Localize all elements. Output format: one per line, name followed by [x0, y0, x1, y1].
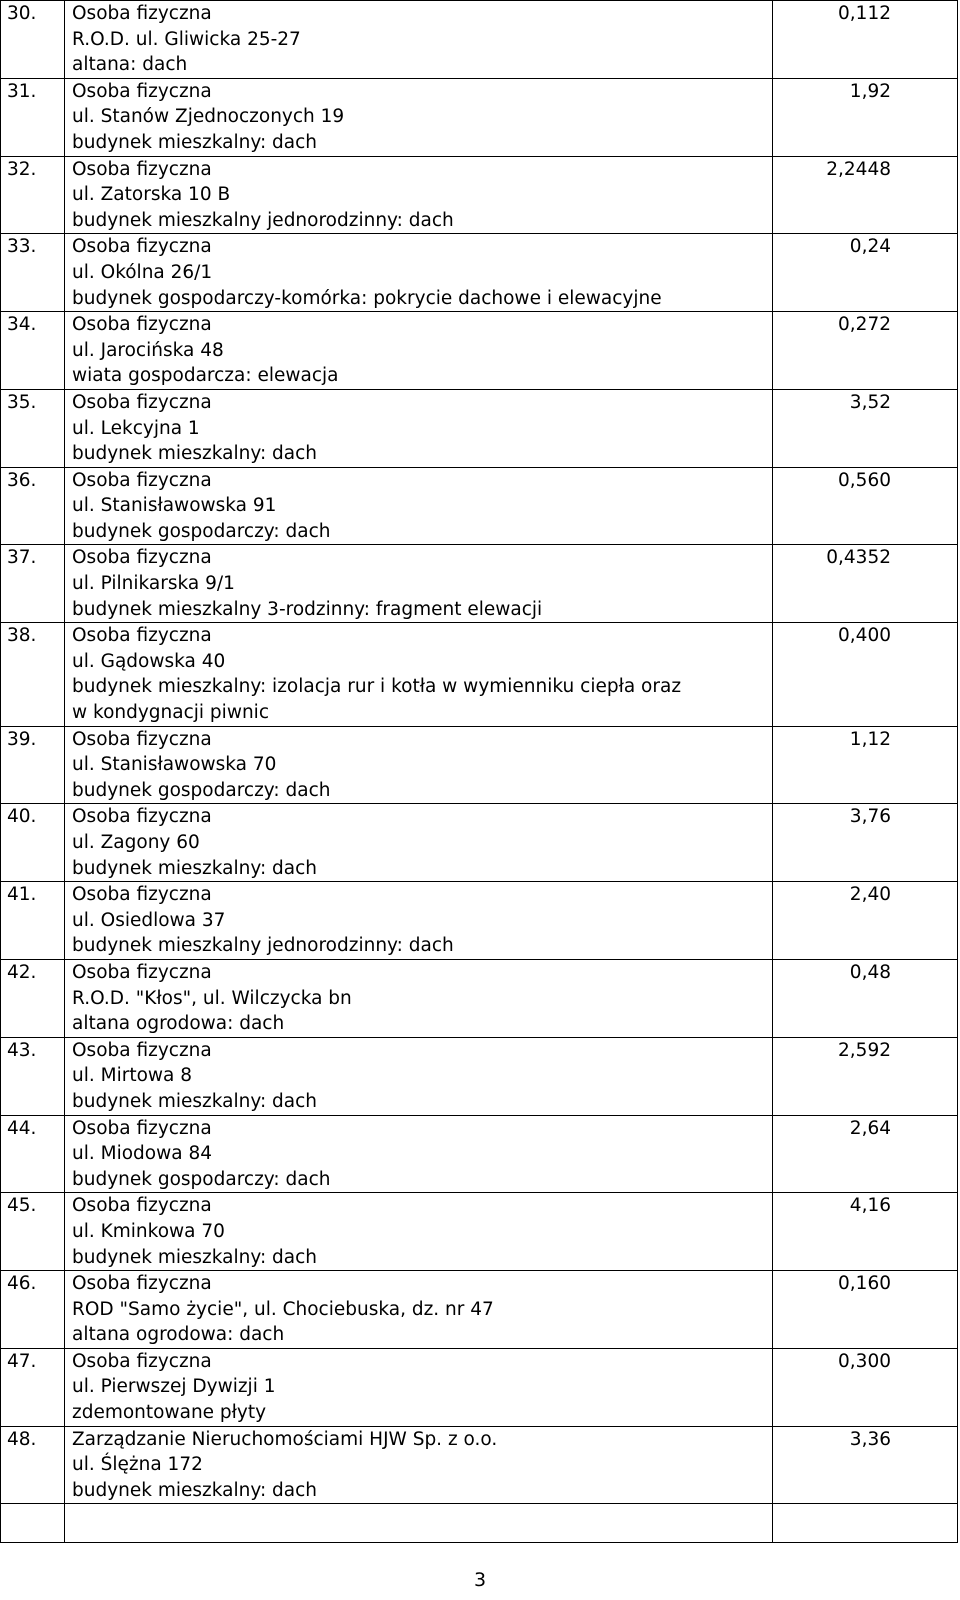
description-line: ROD "Samo życie", ul. Chociebuska, dz. nr 47	[72, 1298, 494, 1320]
row-number: 39.	[1, 726, 65, 804]
row-value: 0,112	[773, 1, 958, 79]
description-line: budynek mieszkalny: dach	[72, 443, 318, 465]
table-row	[1, 545, 958, 623]
description-line: budynek mieszkalny: izolacja rur i kotła w wymienniku ciepła oraz	[72, 676, 682, 698]
description-line: Osoba fizyczna	[72, 547, 212, 569]
table-row	[1, 882, 958, 960]
row-value: 0,24	[773, 234, 958, 312]
description-line: Osoba fizyczna	[72, 961, 212, 983]
description-line: budynek gospodarczy: dach	[72, 520, 331, 542]
row-number: 34.	[1, 312, 65, 390]
description-line: budynek gospodarczy: dach	[72, 779, 331, 801]
description-line: ul. Okólna 26/1	[72, 261, 213, 283]
row-value: 0,272	[773, 312, 958, 390]
description-line: Osoba fizyczna	[72, 1273, 212, 1295]
table-row	[1, 312, 958, 390]
description-line: ul. Pierwszej Dywizji 1	[72, 1376, 276, 1398]
row-description	[65, 623, 773, 726]
description-line: ul. Miodowa 84	[72, 1143, 212, 1165]
description-line: ul. Pilnikarska 9/1	[72, 573, 235, 595]
description-line: budynek mieszkalny: dach	[72, 857, 318, 879]
row-number: 41.	[1, 882, 65, 960]
description-line: ul. Stanisławowska 70	[72, 754, 277, 776]
row-number: 36.	[1, 467, 65, 545]
row-description	[65, 156, 773, 234]
row-value: 2,592	[773, 1037, 958, 1115]
table-row	[1, 804, 958, 882]
table-row	[1, 467, 958, 545]
table-row	[1, 1271, 958, 1349]
row-description	[65, 959, 773, 1037]
description-line: ul. Osiedlowa 37	[72, 909, 226, 931]
row-value: 0,400	[773, 623, 958, 726]
row-number: 43.	[1, 1037, 65, 1115]
description-line: R.O.D. ul. Gliwicka 25-27	[72, 28, 301, 50]
row-number: 32.	[1, 156, 65, 234]
row-description	[65, 1037, 773, 1115]
row-description	[65, 78, 773, 156]
description-line: w kondygnacji piwnic	[72, 702, 269, 724]
description-line: budynek mieszkalny 3-rodzinny: fragment elewacji	[72, 598, 543, 620]
description-line: ul. Gądowska 40	[72, 650, 226, 672]
empty-cell	[773, 1504, 958, 1543]
description-line: ul. Kminkowa 70	[72, 1220, 225, 1242]
empty-cell	[65, 1504, 773, 1543]
table-row	[1, 1037, 958, 1115]
row-value: 3,36	[773, 1426, 958, 1504]
table-row	[1, 726, 958, 804]
description-line: Osoba fizyczna	[72, 806, 212, 828]
description-line: Osoba fizyczna	[72, 728, 212, 750]
row-value: 4,16	[773, 1193, 958, 1271]
description-line: budynek gospodarczy-komórka: pokrycie dachowe i elewacyjne	[72, 287, 662, 309]
description-line: budynek gospodarczy: dach	[72, 1168, 331, 1190]
row-description	[65, 1426, 773, 1504]
description-line: Osoba fizyczna	[72, 625, 212, 647]
table-row	[1, 959, 958, 1037]
row-value: 3,76	[773, 804, 958, 882]
description-line: Osoba fizyczna	[72, 80, 212, 102]
row-description	[65, 312, 773, 390]
row-value: 0,300	[773, 1348, 958, 1426]
description-line: wiata gospodarcza: elewacja	[72, 365, 339, 387]
description-line: altana ogrodowa: dach	[72, 1013, 285, 1035]
description-line: budynek mieszkalny: dach	[72, 1479, 318, 1501]
description-line: budynek mieszkalny jednorodzinny: dach	[72, 209, 454, 231]
description-line: zdemontowane płyty	[72, 1402, 267, 1424]
table-row	[1, 389, 958, 467]
row-value: 0,560	[773, 467, 958, 545]
row-number: 42.	[1, 959, 65, 1037]
table-row	[1, 1, 958, 79]
description-line: ul. Stanów Zjednoczonych 19	[72, 106, 345, 128]
row-number: 40.	[1, 804, 65, 882]
row-description	[65, 1, 773, 79]
row-value: 0,4352	[773, 545, 958, 623]
row-description	[65, 234, 773, 312]
row-description	[65, 1193, 773, 1271]
empty-cell	[1, 1504, 65, 1543]
table-row	[1, 234, 958, 312]
description-line: ul. Ślężna 172	[72, 1454, 203, 1476]
table-body	[1, 1, 958, 1543]
row-description	[65, 726, 773, 804]
description-line: altana ogrodowa: dach	[72, 1324, 285, 1346]
row-description	[65, 1348, 773, 1426]
description-line: Zarządzanie Nieruchomościami HJW Sp. z o.o.	[72, 1428, 498, 1450]
table-row	[1, 1115, 958, 1193]
row-value: 0,160	[773, 1271, 958, 1349]
row-description	[65, 467, 773, 545]
row-number: 48.	[1, 1426, 65, 1504]
description-line: Osoba fizyczna	[72, 314, 212, 336]
description-line: budynek mieszkalny: dach	[72, 1090, 318, 1112]
row-value: 1,92	[773, 78, 958, 156]
row-number: 47.	[1, 1348, 65, 1426]
description-line: budynek mieszkalny: dach	[72, 131, 318, 153]
description-line: ul. Jarocińska 48	[72, 339, 224, 361]
description-line: Osoba fizyczna	[72, 1039, 212, 1061]
table-row	[1, 1193, 958, 1271]
table-bottom-padding-row	[1, 1504, 958, 1543]
row-value: 2,2448	[773, 156, 958, 234]
row-value: 1,12	[773, 726, 958, 804]
description-line: Osoba fizyczna	[72, 236, 212, 258]
table-row	[1, 1426, 958, 1504]
description-line: Osoba fizyczna	[72, 158, 212, 180]
description-line: budynek mieszkalny: dach	[72, 1246, 318, 1268]
description-line: R.O.D. "Kłos", ul. Wilczycka bn	[72, 987, 352, 1009]
description-line: Osoba fizyczna	[72, 3, 212, 24]
description-line: Osoba fizyczna	[72, 1350, 212, 1372]
row-number: 33.	[1, 234, 65, 312]
row-value: 2,40	[773, 882, 958, 960]
table-row	[1, 623, 958, 726]
description-line: budynek mieszkalny jednorodzinny: dach	[72, 935, 454, 957]
row-number: 31.	[1, 78, 65, 156]
row-number: 46.	[1, 1271, 65, 1349]
row-description	[65, 545, 773, 623]
description-line: ul. Zatorska 10 B	[72, 184, 231, 206]
description-line: Osoba fizyczna	[72, 1117, 212, 1139]
row-value: 3,52	[773, 389, 958, 467]
description-line: Osoba fizyczna	[72, 469, 212, 491]
row-description	[65, 1271, 773, 1349]
description-line: Osoba fizyczna	[72, 884, 212, 906]
row-number: 37.	[1, 545, 65, 623]
row-number: 45.	[1, 1193, 65, 1271]
table-row	[1, 156, 958, 234]
description-line: Osoba fizyczna	[72, 391, 212, 413]
description-line: altana: dach	[72, 54, 188, 76]
page-number: 3	[473, 1569, 487, 1591]
description-line: ul. Stanisławowska 91	[72, 495, 277, 517]
row-value: 0,48	[773, 959, 958, 1037]
table-row	[1, 78, 958, 156]
row-number: 30.	[1, 1, 65, 79]
row-description	[65, 389, 773, 467]
row-description	[65, 1115, 773, 1193]
description-line: Osoba fizyczna	[72, 1195, 212, 1217]
row-number: 35.	[1, 389, 65, 467]
row-number: 44.	[1, 1115, 65, 1193]
description-line: ul. Zagony 60	[72, 832, 200, 853]
description-line: ul. Lekcyjna 1	[72, 417, 200, 439]
table-row	[1, 1348, 958, 1426]
row-number: 38.	[1, 623, 65, 726]
row-value: 2,64	[773, 1115, 958, 1193]
description-line: ul. Mirtowa 8	[72, 1065, 193, 1087]
row-description	[65, 882, 773, 960]
row-description	[65, 804, 773, 882]
